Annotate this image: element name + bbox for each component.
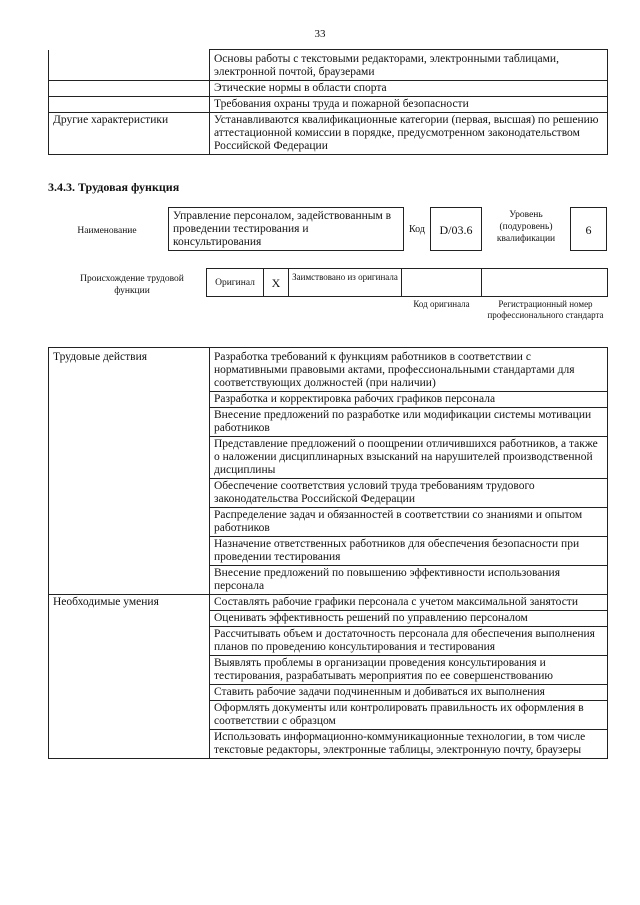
skill-item: Оформлять документы или контролировать правильность их оформления в соответствии с образцом — [210, 701, 608, 730]
label-spacer — [49, 566, 210, 595]
skill-item: Составлять рабочие графики персонала с учетом максимальной занятости — [210, 595, 608, 611]
label-spacer — [49, 701, 210, 730]
table-row — [49, 50, 608, 81]
labor-action-item: Распределение задач и обязанностей в соответствии со знаниями и опытом работников — [210, 508, 608, 537]
skill-item: Использовать информационно-коммуникационные технологии, в том числе текстовые редакторы, электронные таблицы, электронную почту, браузеры — [210, 730, 608, 759]
skill-item: Выявлять проблемы в организации проведения консультирования и тестирования, разрабатывать мероприятия по ее совершенствованию — [210, 656, 608, 685]
table-cell-label — [49, 81, 210, 97]
labor-action-item: Разработка требований к функциям работников в соответствии с нормативными правовыми актами, профессиональными стандартами для соответствующих должностей (при наличии) — [210, 348, 608, 392]
label-spacer — [49, 408, 210, 437]
labor-action-item: Обеспечение соответствия условий труда требованиям трудового законодательства Российской Федерации — [210, 479, 608, 508]
qualification-level-box: 6 — [570, 207, 607, 251]
code-original-cell — [401, 268, 482, 297]
name-label: Наименование — [77, 226, 137, 236]
table-row — [49, 508, 608, 537]
table-row — [49, 730, 608, 759]
table-row — [49, 627, 608, 656]
labor-action-item: Внесение предложений по разработке или модификации системы мотивации работников — [210, 408, 608, 437]
table-row — [49, 408, 608, 437]
table-cell-value: Устанавливаются квалификационные категории (первая, высшая) по решению аттестационной комиссии в порядке, предусмотренном законодательством Российской Федерации — [210, 113, 608, 155]
skill-item: Рассчитывать объем и достаточность персонала для обеспечения выполнения планов по проведению консультирования и тестирования — [210, 627, 608, 656]
characteristics-table — [48, 49, 608, 155]
table-row — [49, 701, 608, 730]
table-row — [49, 656, 608, 685]
level-label: Уровень (подуровень) квалификации — [496, 210, 556, 244]
table-cell-label — [49, 50, 210, 81]
table-row — [49, 611, 608, 627]
label-spacer — [49, 611, 210, 627]
label-spacer — [49, 685, 210, 701]
table-row — [49, 479, 608, 508]
table-row — [49, 113, 608, 155]
table-row — [49, 566, 608, 595]
reg-number-cell — [481, 268, 608, 297]
label-spacer — [49, 479, 210, 508]
labor-function-table — [48, 347, 608, 759]
table-row — [49, 537, 608, 566]
label-spacer — [49, 508, 210, 537]
section-heading: 3.4.3. Трудовая функция — [48, 180, 180, 194]
label-spacer — [49, 656, 210, 685]
table-cell-value: Основы работы с текстовыми редакторами, электронными таблицами, электронной почтой, браузерами — [210, 50, 608, 81]
table-cell-value: Этические нормы в области спорта — [210, 81, 608, 97]
label-spacer — [49, 627, 210, 656]
origin-row — [206, 268, 608, 297]
table-cell-label — [49, 97, 210, 113]
page-number: 33 — [314, 28, 326, 40]
label-spacer — [49, 730, 210, 759]
table-row — [49, 392, 608, 408]
label-spacer — [49, 392, 210, 408]
table-row — [49, 348, 608, 392]
original-mark-cell — [263, 268, 289, 297]
table-cell-label: Другие характеристики — [49, 113, 210, 155]
label-spacer — [49, 537, 210, 566]
function-name-box: Управление персоналом, задействованным в проведении тестирования и консультирования — [168, 207, 404, 251]
original-label: Оригинал — [215, 278, 255, 288]
table-cell-value: Требования охраны труда и пожарной безопасности — [210, 97, 608, 113]
function-code-box: D/03.6 — [430, 207, 482, 251]
borrowed-cell — [288, 268, 402, 297]
labor-action-item: Назначение ответственных работников для обеспечения безопасности при проведении тестирования — [210, 537, 608, 566]
code-original-caption: Код оригинала — [413, 299, 470, 309]
labor-action-item: Разработка и корректировка рабочих графиков персонала — [210, 392, 608, 408]
origin-label: Происхождение трудовой функции — [80, 274, 184, 296]
table-row — [49, 437, 608, 479]
labor-action-item: Внесение предложений по повышению эффективности использования персонала — [210, 566, 608, 595]
table-row — [49, 595, 608, 611]
labor-actions-label: Трудовые действия — [49, 348, 210, 392]
code-label: Код — [409, 224, 425, 235]
table-row — [49, 685, 608, 701]
labor-action-item: Представление предложений о поощрении отличившихся работников, а также о наложении дисциплинарных взысканий на нарушителей производственной дисциплины — [210, 437, 608, 479]
table-row — [49, 97, 608, 113]
label-spacer — [49, 437, 210, 479]
skill-item: Ставить рабочие задачи подчиненным и добиваться их выполнения — [210, 685, 608, 701]
original-mark: X — [271, 276, 281, 290]
table-row — [49, 81, 608, 97]
original-cell — [206, 268, 264, 297]
skill-item: Оценивать эффективность решений по управлению персоналом — [210, 611, 608, 627]
required-skills-label: Необходимые умения — [49, 595, 210, 611]
reg-number-caption: Регистрационный номер профессионального стандарта — [487, 299, 604, 320]
borrowed-label: Заимствовано из оригинала — [292, 272, 398, 282]
